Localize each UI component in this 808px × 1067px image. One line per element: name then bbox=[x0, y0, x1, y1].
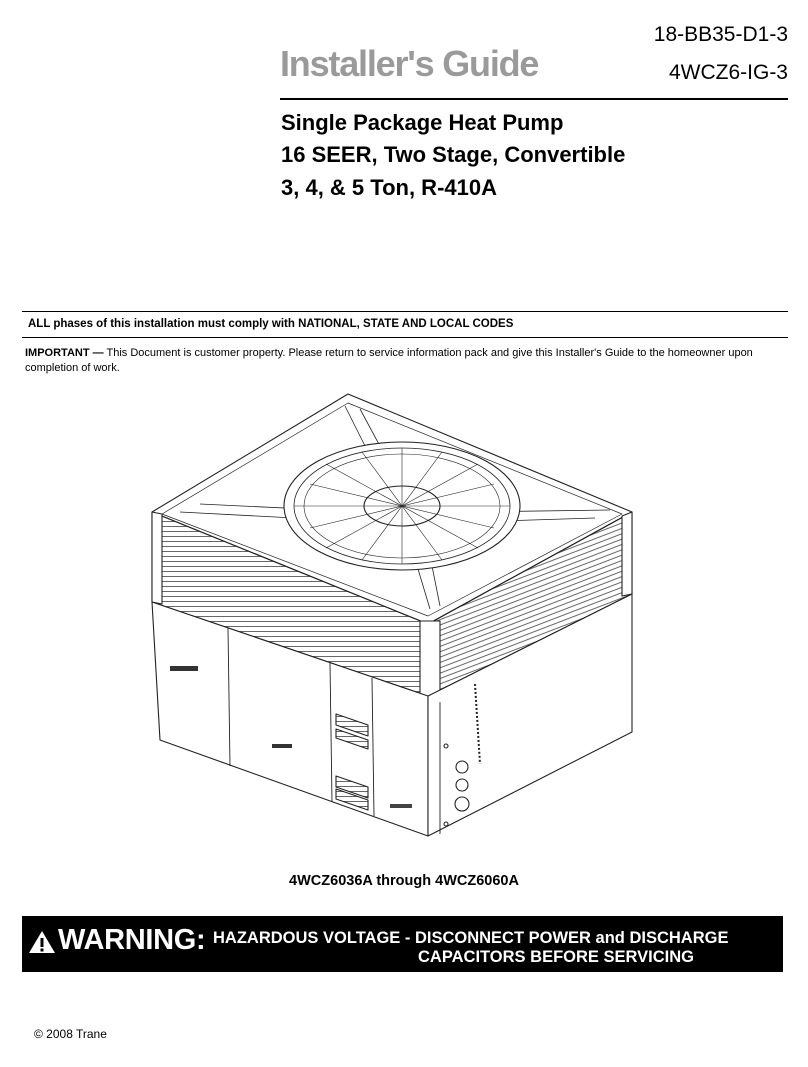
warning-word: WARNING: bbox=[58, 924, 206, 956]
document-code: 4WCZ6-IG-3 bbox=[668, 61, 788, 84]
warning-line-1: HAZARDOUS VOLTAGE - DISCONNECT POWER and DISCHARGE bbox=[213, 929, 729, 947]
subtitle-line-3: 3, 4, & 5 Ton, R-410A bbox=[281, 175, 497, 200]
codes-divider-bottom bbox=[22, 337, 788, 338]
model-range: 4WCZ6036A through 4WCZ6060A bbox=[289, 873, 519, 889]
important-text: This Document is customer property. Please return to service information pack and give this Installer's Guide to the homeowner upon completion of work. bbox=[25, 347, 753, 374]
copyright: © 2008 Trane bbox=[34, 1027, 107, 1041]
document-number: 18-BB35-D1-3 bbox=[653, 23, 788, 46]
important-label: IMPORTANT — bbox=[25, 347, 104, 359]
important-notice bbox=[25, 346, 765, 376]
subtitle-line-2: 16 SEER, Two Stage, Convertible bbox=[281, 142, 626, 167]
codes-notice: ALL phases of this installation must comply with NATIONAL, STATE AND LOCAL CODES bbox=[28, 318, 514, 330]
title-divider bbox=[280, 98, 788, 100]
warning-line-2: CAPACITORS BEFORE SERVICING bbox=[418, 948, 694, 966]
heat-pump-unit-illustration bbox=[140, 384, 650, 854]
warning-banner bbox=[22, 916, 783, 972]
warning-triangle-icon bbox=[28, 929, 56, 955]
page-title: Installer's Guide bbox=[280, 43, 539, 84]
codes-divider-top bbox=[22, 311, 788, 312]
subtitle-line-1: Single Package Heat Pump bbox=[281, 110, 564, 135]
